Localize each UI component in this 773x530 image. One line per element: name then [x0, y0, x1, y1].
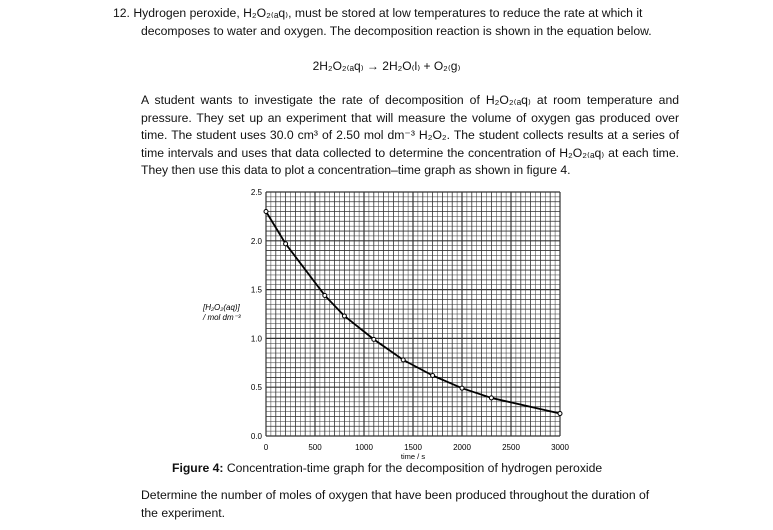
y-tick-label: 1.0 [250, 334, 262, 344]
y-axis-label: [H₂O₂(aq)] [203, 303, 240, 312]
y-tick-label: 0.5 [250, 383, 262, 393]
data-point [489, 396, 493, 400]
x-tick-label: 3000 [551, 443, 569, 452]
y-tick-label: 1.5 [250, 285, 262, 295]
equation: 2H₂O₂₍ₐq₎ → 2H₂O₍l₎ + O₂₍g₎ [312, 59, 461, 73]
experiment-paragraph: A student wants to investigate the rate of decomposition of H₂O₂₍ₐq₎ at room temperature and pressure. They set up an experiment that will measure the volume of oxygen gas produced over time. The student uses 30.0 cm³ of 2.50 mol dm⁻³ H₂O₂. The student collects results at a series of time intervals and uses that data collected to determine the concentration of H₂O₂₍ₐq₎ at each time. They then use this data to plot a concentration–time graph as shown in figure 4. [141, 93, 679, 177]
data-point [323, 293, 327, 297]
x-tick-label: 2500 [502, 443, 520, 452]
question-number: 12. [113, 6, 130, 20]
data-point [558, 412, 562, 416]
y-tick-label: 0.0 [250, 432, 262, 441]
task-text: Determine the number of moles of oxygen that have been produced throughout the duration of the experiment. [141, 488, 650, 520]
data-point [342, 314, 346, 318]
y-tick-label: 2.5 [250, 188, 262, 197]
x-tick-label: 500 [308, 443, 322, 452]
data-point [431, 373, 435, 377]
figure-caption [172, 460, 602, 478]
x-tick-label: 1000 [355, 443, 373, 452]
figure-caption-text: Concentration-time graph for the decomposition of hydrogen peroxide [223, 461, 603, 475]
x-tick-label: 2000 [453, 443, 471, 452]
question-line-2: decomposes to water and oxygen. The decomposition reaction is shown in the equation below. [141, 23, 652, 38]
figure-label: Figure 4: [172, 461, 224, 475]
data-point [460, 386, 464, 390]
question-line-1: Hydrogen peroxide, H₂O₂₍ₐq₎, must be stored at low temperatures to reduce the rate at which it [133, 6, 643, 20]
data-point [284, 242, 288, 246]
data-point [372, 337, 376, 341]
x-axis-label: time / s [400, 452, 426, 461]
data-point [401, 358, 405, 362]
y-tick-label: 2.0 [250, 236, 262, 246]
y-axis-unit: / mol dm⁻³ [203, 313, 241, 322]
x-tick-label: 1500 [404, 443, 422, 452]
data-point [264, 210, 268, 214]
x-tick-label: 0 [263, 443, 269, 452]
